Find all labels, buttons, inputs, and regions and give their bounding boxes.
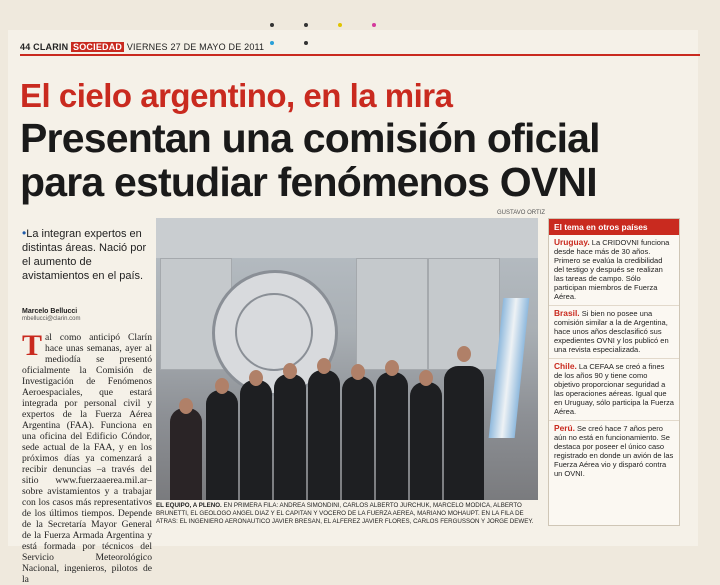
person-figure (376, 372, 408, 500)
person-head (283, 363, 297, 379)
masthead-rule (20, 54, 700, 56)
country-name: Chile. (554, 361, 577, 371)
photo-ceiling (156, 218, 538, 258)
lead-text: La integran expertos en distintas áreas. Nació por el aumento de avistamientos en el país. (22, 228, 147, 282)
country-name: Uruguay. (554, 237, 590, 247)
person-figure (444, 366, 484, 500)
team-photo (156, 218, 538, 500)
caption-text: EN PRIMERA FILA: ANDREA SIMONDINI, CARLOS ALBERTO JURCHUK, MARCELO MODICA, ALBERTO BRUNETTI, EL GEOLOGO ANGEL DIAZ Y EL CAPITAN Y VOCERO DE LA FUERZA AEREA, MARIANO MOHAUPT. EN LA FILA DE ATRAS: EL INGENIERO AERONAUTICO JAVIER BRESAN, EL ALFEREZ JAVIER FLORES, CARLOS FERGUSSON Y JORGE DEWEY. (156, 502, 534, 525)
paper-name: CLARIN (33, 42, 69, 52)
person-head (351, 364, 365, 380)
drop-cap: T (22, 329, 43, 362)
lead-summary (22, 226, 157, 283)
country-text: La CRIDOVNI funciona desde hace más de 30 años. Primero se evalúa la credibilidad del testigo y después se realizan las tareas de campo. Sólo participan miembros de Fuerza Aérea. (554, 238, 670, 301)
country-name: Perú. (554, 423, 575, 433)
photo-credit: GUSTAVO ORTIZ (497, 210, 546, 216)
person-figure (274, 374, 306, 500)
person-head (249, 370, 263, 386)
sidebar-item-uruguay (549, 235, 679, 306)
sidebar-item-peru (549, 421, 679, 482)
color-registration-dots (270, 14, 430, 22)
person-figure (410, 382, 442, 500)
byline-email: mbellucci@clarin.com (22, 316, 81, 322)
sidebar-box (548, 218, 680, 526)
person-figure (170, 408, 202, 500)
photo-caption (156, 502, 538, 526)
person-head (419, 370, 433, 386)
section-label: SOCIEDAD (73, 42, 123, 52)
person-figure (240, 380, 272, 500)
sidebar-title: El tema en otros países (549, 219, 679, 235)
kicker-headline: El cielo argentino, en la mira (20, 77, 453, 114)
sidebar-item-chile (549, 359, 679, 421)
page-masthead (20, 42, 264, 52)
caption-label: EL EQUIPO, A PLENO. (156, 502, 222, 509)
person-figure (342, 376, 374, 500)
page-number: 44 (20, 42, 31, 52)
sidebar-item-brasil (549, 306, 679, 359)
article-text: al como anticipó Clarín hace unas semanas, ayer al mediodía se presentó oficialmente la Comisión de Investigación de Fenómenos Aeroespaciales, que estará integrada por personal civil y expertos de la Fuerza Aérea Argentina (FAA). Funciona en una oficina del Edificio Cóndor, sede actual de la FAA, y en los próximos días ya comenzará a recibir denuncias –a través del sitio www.fuerzaaerea.mil.ar– sobre avistamientos y a trabajar con los casos más representativos de los últimos tiempos. Depende de la Secretaría Mayor General de la Fuerza Armada Argentina y está formada por técnicos del Servicio Meteorológico Nacional, ingenieros, pilotos de la (22, 332, 152, 585)
wall-panel (356, 258, 428, 370)
person-head (179, 398, 193, 414)
main-headline: Presentan una comisión oficial para estudiar fenómenos OVNI (20, 115, 600, 205)
article-body (22, 329, 152, 585)
country-text: Si bien no posee una comisión similar a la de Argentina, hace unos años desclasificó sus expedientes OVNI y los publicó en una revista especializada. (554, 309, 669, 354)
person-head (457, 346, 471, 362)
person-head (317, 358, 331, 374)
issue-date: VIERNES 27 DE MAYO DE 2011 (126, 42, 265, 52)
person-figure (308, 370, 340, 500)
country-text: Se creó hace 7 años pero aún no está en funcionamiento. Se destaca por poseer el único caso registrado en donde un avión de las Fuerza Aérea vio y disparó contra un OVNI. (554, 424, 674, 478)
byline-author: Marcelo Bellucci (22, 308, 78, 315)
person-head (215, 378, 229, 394)
bullet-icon: • (22, 226, 27, 240)
person-figure (206, 390, 238, 500)
person-head (385, 360, 399, 376)
country-text: La CEFAA se creó a fines de los años 90 y tiene como objetivo proporcionar seguridad a las operaciones aéreas. Igual que en Uruguay, sólo participa la Fuerza Aérea. (554, 362, 674, 416)
country-name: Brasil. (554, 308, 580, 318)
